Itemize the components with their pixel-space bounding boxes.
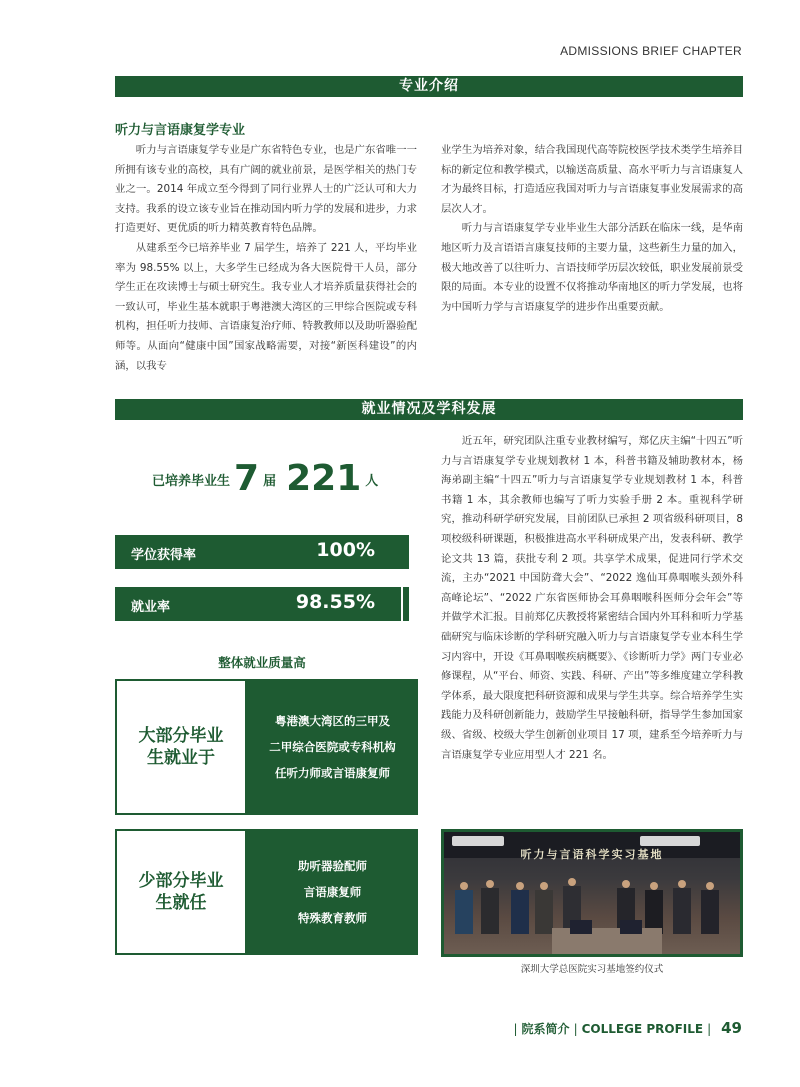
- signing-ceremony-photo: [441, 829, 743, 957]
- person: [460, 882, 468, 890]
- person: [455, 890, 473, 934]
- signer: [620, 920, 642, 934]
- intro-right-column: [441, 141, 743, 317]
- majority-label-box: [115, 679, 247, 815]
- footer-separator: |: [573, 1022, 578, 1036]
- person: [535, 890, 553, 934]
- minority-line: 言语康复师: [303, 885, 362, 899]
- person: [701, 890, 719, 934]
- person: [516, 882, 524, 890]
- person: [650, 882, 658, 890]
- majority-line: 粤港澳大湾区的三甲及: [275, 714, 390, 728]
- footer-en: COLLEGE PROFILE: [581, 1022, 704, 1036]
- chapter-header: ADMISSIONS BRIEF CHAPTER: [560, 44, 742, 58]
- footer-separator: |: [707, 1022, 712, 1036]
- signing-table: [552, 928, 662, 954]
- stat-students: 221: [286, 458, 362, 499]
- person: [568, 878, 576, 886]
- page-number: 49: [721, 1019, 742, 1037]
- majority-line: 任听力师或言语康复师: [275, 766, 390, 780]
- person: [673, 888, 691, 934]
- degree-rate-label: 学位获得率: [131, 548, 197, 563]
- intro-paragraph: 听力与言语康复学专业是广东省特色专业，也是广东省唯一一所拥有该专业的高校，具有广阔的就业前景，是医学相关的热门专业之一。2014 年成立至今得到了同行业界人士的广泛认可和大力支持。我系的设立该专业旨在推动国内听力学的发展和进步，力求打造更好、更优质的听力精英教育特色品牌。: [115, 144, 417, 235]
- majority-line: 二甲综合医院或专科机构: [269, 740, 396, 754]
- flag-decoration: [401, 587, 415, 621]
- degree-rate-box: [115, 535, 409, 569]
- person: [706, 882, 714, 890]
- footer-separator: |: [513, 1022, 518, 1036]
- minority-label-box: [115, 829, 247, 955]
- minority-line: 特殊教育教师: [298, 911, 367, 925]
- majority-detail-box: [247, 679, 418, 815]
- person: [511, 890, 529, 934]
- photo-caption: 深圳大学总医院实习基地签约仪式: [520, 964, 664, 975]
- intro-paragraph: 业学生为培养对象，结合我国现代高等院校医学技术类学生培养目标的新定位和教学模式，以输送高质量、高水平听力与言语康复人才为最终目标，打造适应我国对听力与言语康复事业发展需求的高层次人才。: [441, 144, 743, 215]
- employment-rate-box: [115, 587, 409, 621]
- section-title-employment: 就业情况及学科发展: [115, 399, 743, 420]
- person: [486, 880, 494, 888]
- person: [481, 888, 499, 934]
- intro-paragraph: 从建系至今已培养毕业 7 届学生，培养了 221 人，平均毕业率为 98.55% 以上，大多学生已经成为各大医院骨干人员，部分学生正在攻读博士与硕士研究生。我专业人才培养质量获得社会的一致认可，毕业生基本就职于粤港澳大湾区的三甲综合医院或专科机构，担任听力技师、言语康复治疗师、特教教师以及助听器验配师等。从面向“健康中国”国家战略需要，对接“新医科建设”的内涵，以我专: [115, 241, 417, 372]
- minority-detail-box: [247, 829, 418, 955]
- graduates-stat: [152, 458, 378, 499]
- quality-title: 整体就业质量高: [218, 655, 306, 670]
- section-title-major-intro: 专业介绍: [115, 76, 743, 97]
- majority-label: 大部分毕业生就业于: [138, 726, 224, 768]
- research-column: [441, 432, 743, 765]
- intro-left-column: [115, 141, 417, 376]
- major-subtitle: 听力与言语康复学专业: [115, 123, 246, 138]
- hospital-logo: [640, 836, 700, 846]
- photo-banner-text: 听力与言语科学实习基地: [520, 848, 664, 861]
- minority-line: 助听器验配师: [298, 859, 367, 873]
- university-logo: [452, 836, 504, 846]
- stat-students-unit: 人: [365, 474, 379, 489]
- intro-paragraph: 听力与言语康复学专业毕业生大部分活跃在临床一线，是华南地区听力及言语语言康复技师的主要力量，这些新生力量的加入，极大地改善了以往听力、言语技师学历层次较低，职业发展前景受限的局面。本专业的设置不仅将推动华南地区的听力学发展，也将为中国听力学与言语康复学的进步作出重要贡献。: [441, 222, 743, 313]
- stat-prefix: 已培养毕业生: [152, 474, 231, 489]
- person: [678, 880, 686, 888]
- signer: [570, 920, 592, 934]
- page-footer: [510, 1019, 743, 1037]
- person: [622, 880, 630, 888]
- person: [540, 882, 548, 890]
- degree-rate-value: 100%: [316, 539, 375, 561]
- stat-classes: 7: [234, 458, 260, 499]
- stat-classes-unit: 届: [263, 474, 277, 489]
- research-paragraph: 近五年，研究团队注重专业教材编写，郑亿庆主编“十四五”听力与言语康复学专业规划教材 1 本，科普书籍及辅助教材本，杨海弟副主编“十四五”听力与言语康复学专业规划教材 1 本，科普书籍 1 本，其余教师也编写了听力实验手册 2 本。重视科学研究，推动科研学研究发展，目前团队已承担 2 项省级科研项目，8 项校级科研课题，积极推进高水平科研成果产出，发表科研、教学论文共 13 篇，获批专利 2 项。共享学术成果，促进同行学术交流，主办“2021 中国防聋大会”、“2022 逸仙耳鼻咽喉头颈外科高峰论坛”、“2022 广东省医师协会耳鼻咽喉科医师分会年会”等并做学术汇报。目前郑亿庆教授将紧密结合国内外耳科和听力学基础研究与临床诊断的学科研究融入听力与言语康复学专业本科生学习内容中，开设《耳鼻咽喉疾病概要》、《诊断听力学》两门专业必修课程，从“平台、师资、实践、科研、产出”等多维度建立学科教学体系，最大限度把科研资源和成果与学生共享。综合培养学生实践能力及科研创新能力，鼓励学生早接触科研，指导学生参加国家级、省级、校级大学生创新创业项目 17 项，建系至今培养听力与言语康复学专业应用型人才 221 名。: [441, 435, 743, 761]
- employment-rate-value: 98.55%: [295, 591, 375, 613]
- employment-rate-label: 就业率: [131, 600, 171, 615]
- minority-label: 少部分毕业生就任: [138, 871, 224, 913]
- footer-cn: 院系简介: [521, 1022, 570, 1036]
